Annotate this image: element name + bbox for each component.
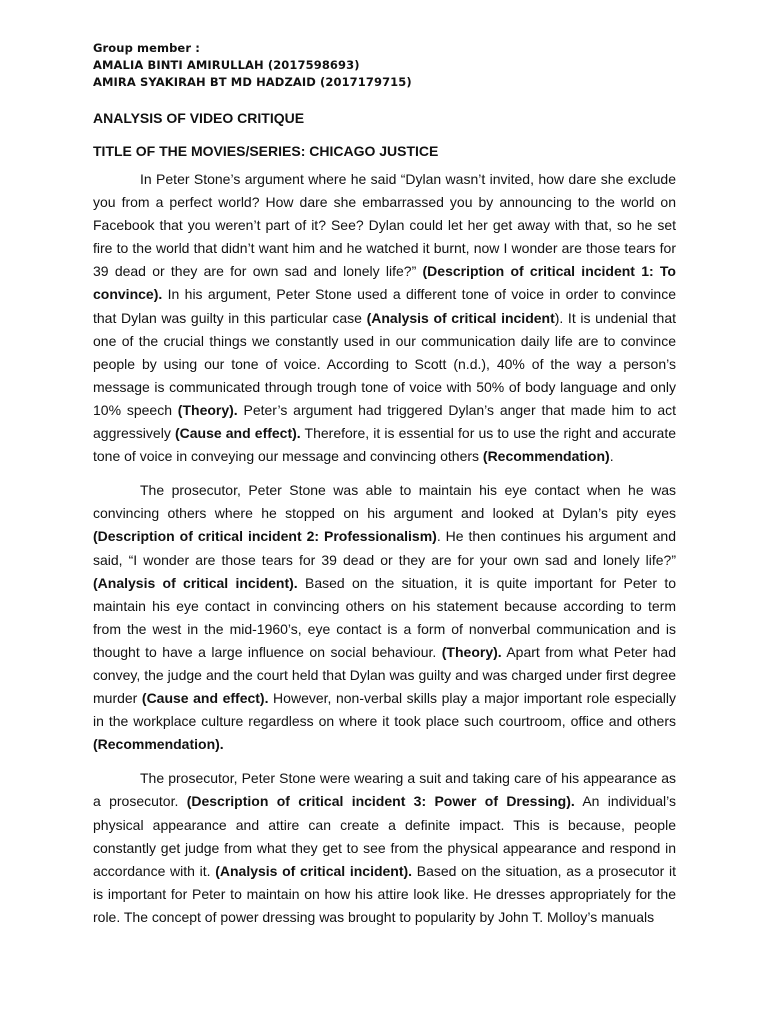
text-run: An individual’s physical appearance and attire can create a definite impact. This is because, people constantly get judge from what they get to see from the physical appearance and respond in accordance with it. (93, 793, 677, 879)
group-member-label: Group member : (93, 41, 200, 55)
bold-label-run: (Cause and effect). (174, 425, 301, 442)
text-run: ). It is undenial that one of the crucial things we constantly used in our communication daily life are to convince people by using our tone of voice. According to Scott (n.d.), 40% of the way a person’s message is communicated through trough tone of voice with 50% of body language and only 10% speech (93, 309, 676, 418)
paragraph-critical-incident-1 (93, 168, 676, 468)
text-run: Peter’s argument had triggered Dylan’s anger that made him to act aggressively (93, 401, 676, 442)
bold-label-run: (Description of critical incident 1: To convince). (93, 263, 676, 303)
group-member-2: AMIRA SYAKIRAH BT MD HADZAID (2017179715) (93, 75, 412, 89)
bold-label-run: (Cause and effect). (141, 690, 269, 707)
paragraph-critical-incident-3 (93, 767, 676, 929)
group-member-1: AMALIA BINTI AMIRULLAH (2017598693) (93, 58, 360, 72)
bold-label-run: (Analysis of critical incident). (93, 574, 298, 591)
text-run: Based on the situation, it is quite important for Peter to maintain his eye contact in convincing others on his statement because according to term from the west in the mid-1960’s, eye contact is a form of nonverbal communication and is thought to have a large influence on social behaviour. (93, 574, 676, 660)
bold-label-run: (Recommendation) (482, 448, 610, 465)
text-run: Based on the situation, as a prosecutor it is important for Peter to maintain on how his attire look like. He dresses appropriately for the role. The concept of power dressing was brought to popularity by John T. Molloy’s manuals (93, 862, 676, 925)
bold-label-run: (Theory). (177, 401, 238, 418)
bold-label-run: (Analysis of critical incident (366, 309, 555, 326)
text-run: . (609, 448, 614, 465)
bold-label-run: (Recommendation). (93, 736, 224, 753)
movie-title-line: TITLE OF THE MOVIES/SERIES: CHICAGO JUSTICE (93, 143, 439, 159)
bold-label-run: (Description of critical incident 2: Professionalism) (93, 528, 437, 545)
document-heading: ANALYSIS OF VIDEO CRITIQUE (93, 110, 305, 126)
text-run: The prosecutor, Peter Stone were wearing a suit and taking care of his appearance as a prosecutor. (93, 770, 676, 810)
text-run: Therefore, it is essential for us to use the right and accurate tone of voice in conveying our message and convincing others (93, 425, 677, 465)
paragraph-critical-incident-2 (93, 479, 676, 756)
bold-label-run: (Theory). (441, 643, 502, 660)
text-run: The prosecutor, Peter Stone was able to maintain his eye contact when he was convincing others where he stopped on his argument and looked at Dylan’s pity eyes (93, 482, 676, 522)
bold-label-run: (Description of critical incident 3: Power of Dressing). (186, 793, 575, 810)
text-run: However, non-verbal skills play a major important role especially in the workplace culture regardless on where it took place such courtroom, office and others (93, 690, 677, 730)
text-run: In his argument, Peter Stone used a different tone of voice in order to convince that Dylan was guilty in this particular case (93, 286, 676, 326)
group-members-block (93, 40, 676, 91)
text-run: . He then continues his argument and said, “I wonder are those tears for 39 dead or they are for your own sad and lonely life?” (93, 528, 677, 568)
text-run: Apart from what Peter had convey, the judge and the court held that Dylan was guilty and was charged under first degree murder (93, 643, 677, 707)
text-run: In Peter Stone’s argument where he said “Dylan wasn’t invited, how dare she exclude you from a perfect world? How dare she embarrassed you by announcing to the world on Facebook that you weren’t part of it? See? Dylan could let her get away with that, so he set fire to the world that didn’t want him and he watched it burnt, now I wonder are those tears for 39 dead or they are for own sad and lonely life?” (93, 171, 676, 280)
bold-label-run: (Analysis of critical incident). (215, 862, 413, 879)
document-page (93, 40, 676, 929)
